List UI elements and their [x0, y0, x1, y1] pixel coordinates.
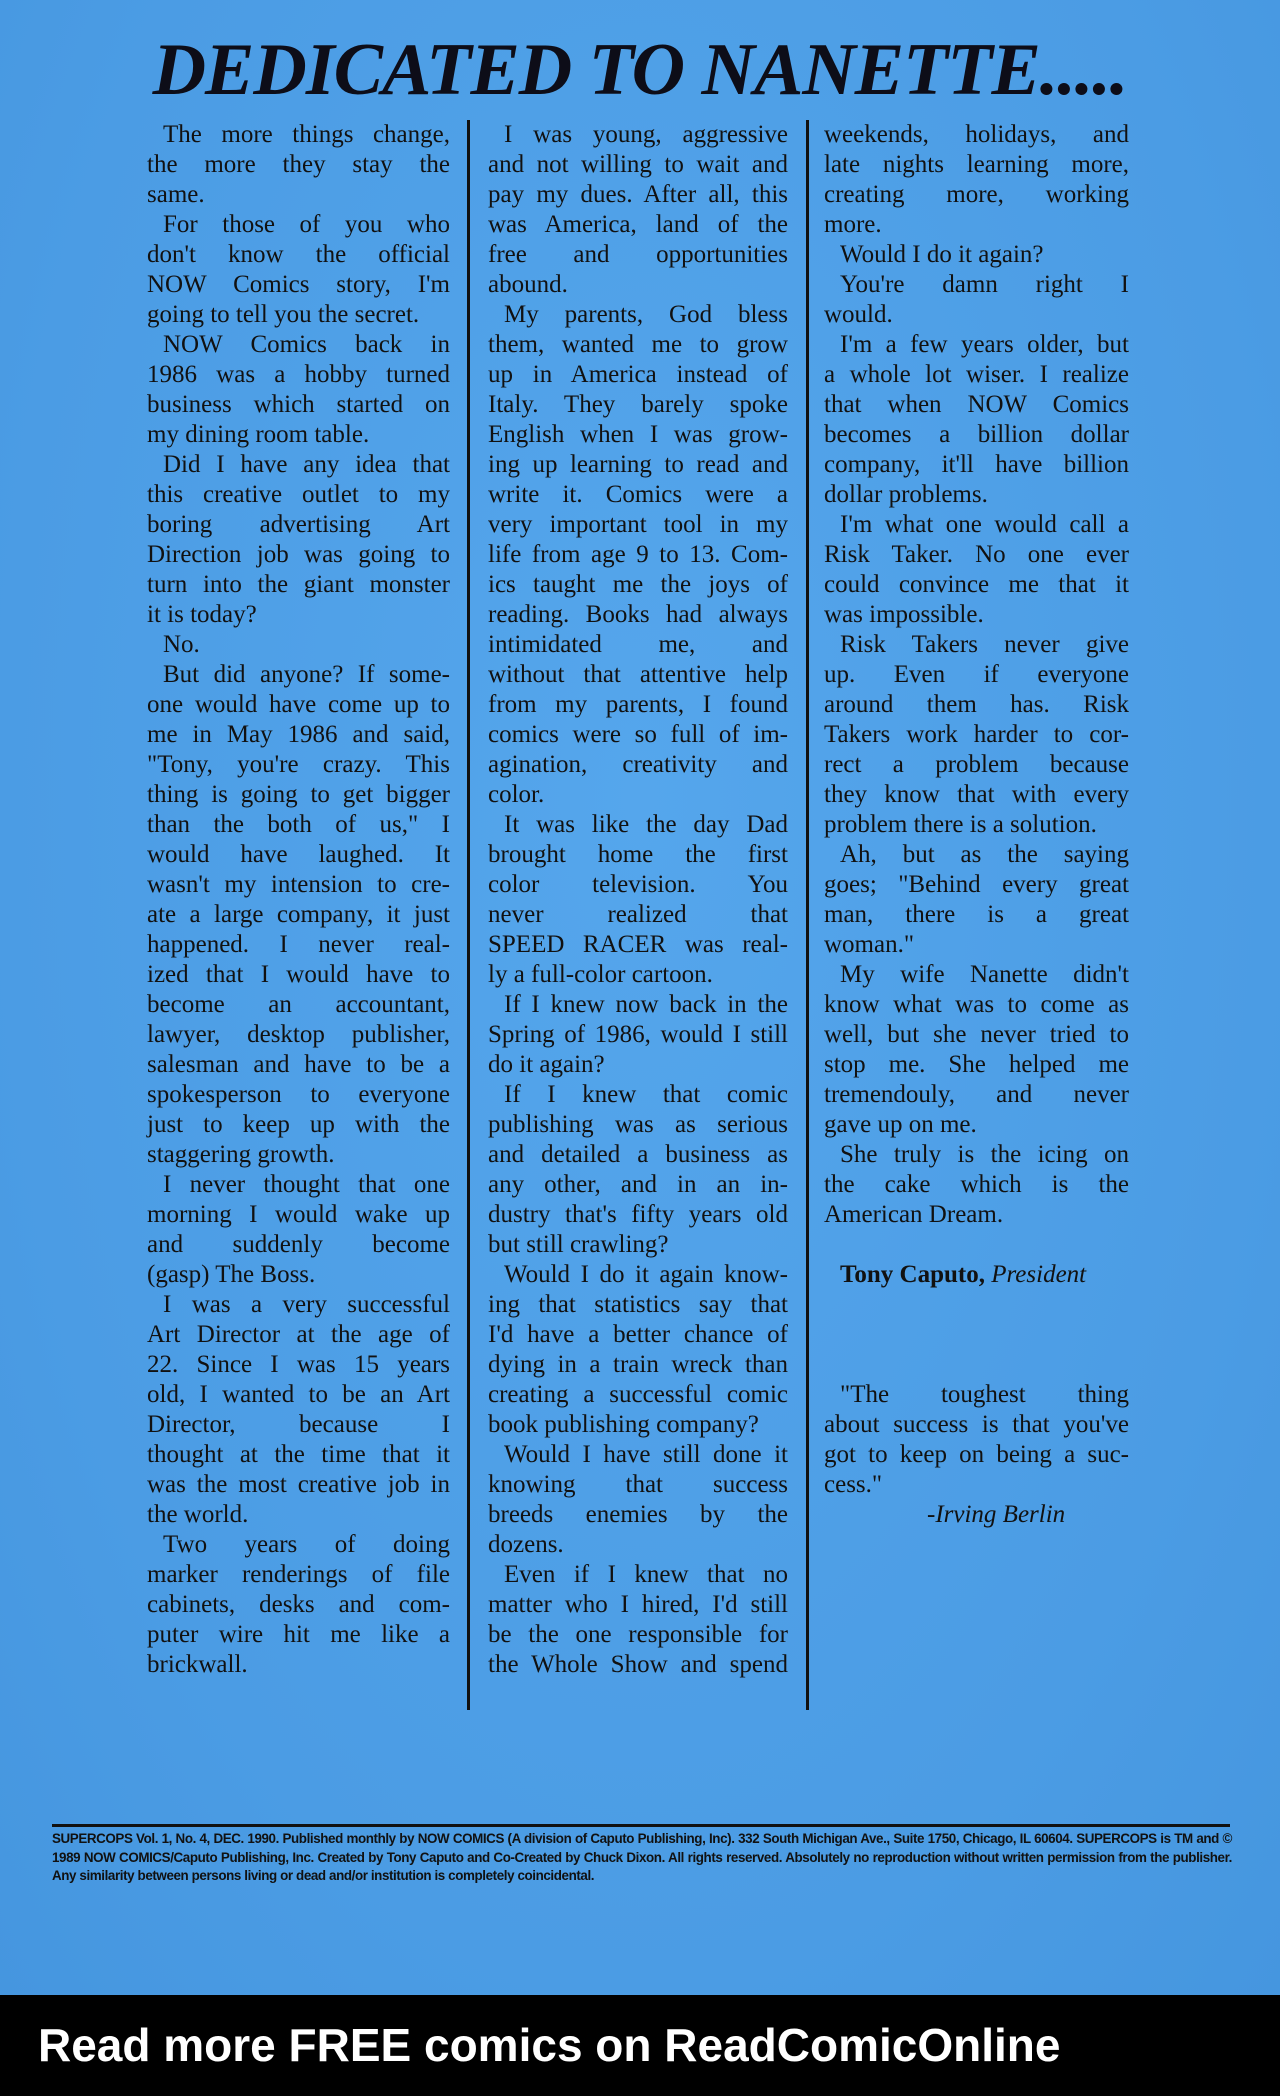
column-divider: [467, 120, 470, 1710]
text-line: comics were so full of im-: [488, 721, 788, 748]
text-line: it is today?: [147, 601, 257, 628]
text-line: tremendouly, and never: [824, 1081, 1129, 1108]
paragraph: [488, 1080, 788, 1260]
paragraph: [824, 330, 1129, 510]
text-line: this creative outlet to my: [147, 481, 450, 508]
text-line: well, but she never tried to: [824, 1021, 1129, 1048]
text-line: spokesperson to everyone: [147, 1081, 450, 1108]
paragraph: [824, 630, 1129, 840]
text-line: salesman and have to be a: [147, 1051, 450, 1078]
promo-banner[interactable]: Read more FREE comics on ReadComicOnline: [0, 1995, 1280, 2096]
text-line: 1986 was a hobby turned: [147, 361, 450, 388]
signature: [824, 1260, 1129, 1290]
text-line: Risk Taker. No one ever: [824, 541, 1129, 568]
text-line: ly a full-color cartoon.: [488, 961, 713, 988]
text-line: problem there is a solution.: [824, 811, 1097, 838]
text-line: business which started on: [147, 391, 450, 418]
text-line: late nights learning more,: [824, 151, 1129, 178]
text-line: dozens.: [488, 1531, 564, 1558]
text-line: very important tool in my: [488, 511, 788, 538]
text-line: dying in a train wreck than: [488, 1351, 788, 1378]
text-line: ics taught me the joys of: [488, 571, 788, 598]
text-line: was America, land of the: [488, 211, 788, 238]
text-line: rect a problem because: [824, 751, 1129, 778]
indicia-footer: SUPERCOPS Vol. 1, No. 4, DEC. 1990. Published monthly by NOW COMICS (A division of Caputo Publishing, Inc). 332 South Michigan Ave., Suite 1750, Chicago, IL 60604. SUPERCOPS is TM and © 1989 NOW COMICS/Caputo Publishing, Inc. Created by Tony Caputo and Co-Created by Chuck Dixon. All rights reserved. Absolutely no reproduction without written permission from the publisher. Any similarity between persons living or dead and/or institution is completely coincidental.: [52, 1831, 1232, 1883]
text-line: The more things change,: [163, 121, 450, 148]
text-line: becomes a billion dollar: [824, 421, 1129, 448]
text-column-3: [824, 120, 1129, 1530]
text-line: (gasp) The Boss.: [147, 1261, 316, 1288]
text-line: from my parents, I found: [488, 691, 788, 718]
text-line: I'm a few years older, but: [840, 331, 1129, 358]
text-column-2: [488, 120, 788, 1680]
paragraph: [824, 510, 1129, 630]
text-line: wasn't my intension to cre-: [147, 871, 450, 898]
text-line: creating more, working: [824, 181, 1129, 208]
text-line: ing that statistics say that: [488, 1291, 788, 1318]
text-line: the world.: [147, 1501, 249, 1528]
text-line: weekends, holidays, and: [824, 121, 1129, 148]
text-line: If I knew now back in the: [504, 991, 788, 1018]
text-line: was impossible.: [824, 601, 984, 628]
text-line: Would I do it again know-: [504, 1261, 788, 1288]
text-line: and suddenly become: [147, 1231, 450, 1258]
paragraph: [824, 840, 1129, 960]
text-line: and not willing to wait and: [488, 151, 788, 178]
quote-line: about success is that you've: [824, 1411, 1129, 1438]
text-line: the Whole Show and spend: [488, 1651, 788, 1678]
text-line: abound.: [488, 271, 568, 298]
text-line: cabinets, desks and com-: [147, 1591, 450, 1618]
text-line: Ah, but as the saying: [840, 841, 1129, 868]
text-line: Would I have still done it: [504, 1441, 788, 1468]
text-line: goes; "Behind every great: [824, 871, 1129, 898]
text-line: SPEED RACER was real-: [488, 931, 788, 958]
text-line: man, there is a great: [824, 901, 1129, 928]
text-line: I'm what one would call a: [840, 511, 1129, 538]
text-line: more.: [824, 211, 882, 238]
paragraph: [488, 810, 788, 990]
text-line: a whole lot wiser. I realize: [824, 361, 1129, 388]
text-line: be the one responsible for: [488, 1621, 788, 1648]
text-line: Takers work harder to cor-: [824, 721, 1129, 748]
text-column-1: [147, 120, 450, 1680]
text-line: NOW Comics story, I'm: [147, 271, 450, 298]
text-line: brickwall.: [147, 1651, 248, 1678]
text-line: If I knew that comic: [504, 1081, 788, 1108]
text-line: English when I was grow-: [488, 421, 788, 448]
text-line: than the both of us," I: [147, 811, 450, 838]
text-line: I was a very successful: [163, 1291, 450, 1318]
text-line: book publishing company?: [488, 1411, 759, 1438]
text-line: Two years of doing: [163, 1531, 450, 1558]
text-line: without that attentive help: [488, 661, 788, 688]
quote-attribution: -Irving Berlin: [927, 1501, 1066, 1528]
text-line: could convince me that it: [824, 571, 1129, 598]
text-line: going to tell you the secret.: [147, 301, 420, 328]
text-line: just to keep up with the: [147, 1111, 450, 1138]
text-line: same.: [147, 181, 205, 208]
text-line: the cake which is the: [824, 1171, 1129, 1198]
signature-name: Tony Caputo,: [840, 1261, 985, 1288]
text-line: marker renderings of file: [147, 1561, 450, 1588]
text-line: would have laughed. It: [147, 841, 450, 868]
text-line: know what was to come as: [824, 991, 1129, 1018]
text-line: Director, because I: [147, 1411, 450, 1438]
text-line: that when NOW Comics: [824, 391, 1129, 418]
text-line: ate a large company, it just: [147, 901, 450, 928]
text-line: write it. Comics were a: [488, 481, 788, 508]
text-line: Italy. They barely spoke: [488, 391, 788, 418]
text-line: one would have come up to: [147, 691, 450, 718]
text-line: boring advertising Art: [147, 511, 450, 538]
text-line: ized that I would have to: [147, 961, 450, 988]
text-line: Would I do it again?: [840, 241, 1044, 268]
text-line: Spring of 1986, would I still: [488, 1021, 788, 1048]
text-line: American Dream.: [824, 1201, 1004, 1228]
text-line: Even if I knew that no: [504, 1561, 788, 1588]
text-line: intimidated me, and: [488, 631, 788, 658]
text-line: the more they stay the: [147, 151, 450, 178]
text-line: happened. I never real-: [147, 931, 450, 958]
text-line: Art Director at the age of: [147, 1321, 450, 1348]
column-divider: [806, 120, 809, 1710]
text-line: thought at the time that it: [147, 1441, 450, 1468]
text-line: NOW Comics back in: [163, 331, 450, 358]
text-line: but still crawling?: [488, 1231, 669, 1258]
text-line: I never thought that one: [163, 1171, 450, 1198]
text-line: matter who I hired, I'd still: [488, 1591, 788, 1618]
text-line: my dining room table.: [147, 421, 370, 448]
text-line: stop me. She helped me: [824, 1051, 1129, 1078]
text-line: dustry that's fifty years old: [488, 1201, 788, 1228]
text-line: free and opportunities: [488, 241, 788, 268]
quote: [824, 1380, 1129, 1530]
paragraph: [824, 120, 1129, 240]
text-line: reading. Books had always: [488, 601, 788, 628]
text-line: woman.": [824, 931, 915, 958]
text-line: and detailed a business as: [488, 1141, 788, 1168]
text-line: Did I have any idea that: [163, 451, 450, 478]
text-line: Risk Takers never give: [840, 631, 1129, 658]
text-line: me in May 1986 and said,: [147, 721, 450, 748]
text-line: any other, and in an in-: [488, 1171, 788, 1198]
text-line: My parents, God bless: [504, 301, 788, 328]
text-line: creating a successful comic: [488, 1381, 788, 1408]
text-line: don't know the official: [147, 241, 450, 268]
text-line: I'd have a better chance of: [488, 1321, 788, 1348]
paragraph: [824, 240, 1129, 270]
paragraph: [147, 1530, 450, 1680]
text-line: up. Even if everyone: [824, 661, 1129, 688]
text-line: "Tony, you're crazy. This: [147, 751, 450, 778]
text-line: thing is going to get bigger: [147, 781, 450, 808]
quote-line: cess.": [824, 1471, 883, 1498]
text-line: pay my dues. After all, this: [488, 181, 788, 208]
text-line: breeds enemies by the: [488, 1501, 788, 1528]
paragraph: [147, 210, 450, 330]
text-line: do it again?: [488, 1051, 605, 1078]
paragraph: [488, 1260, 788, 1440]
text-line: I was young, aggressive: [504, 121, 788, 148]
paragraph: [488, 1440, 788, 1560]
text-line: color television. You: [488, 871, 788, 898]
text-line: was the most creative job in: [147, 1471, 450, 1498]
text-line: old, I wanted to be an Art: [147, 1381, 450, 1408]
text-line: lawyer, desktop publisher,: [147, 1021, 450, 1048]
text-line: You're damn right I: [840, 271, 1129, 298]
paragraph: [488, 1560, 788, 1680]
page-title: DEDICATED TO NANETTE.....: [152, 29, 1128, 111]
paragraph: [147, 660, 450, 1170]
text-line: around them has. Risk: [824, 691, 1129, 718]
text-line: life from age 9 to 13. Com-: [488, 541, 788, 568]
paragraph: [824, 1140, 1129, 1230]
text-line: agination, creativity and: [488, 751, 788, 778]
quote-line: "The toughest thing: [840, 1381, 1129, 1408]
paragraph: [488, 300, 788, 810]
text-line: color.: [488, 781, 545, 808]
paragraph: [488, 120, 788, 300]
text-line: turn into the giant monster: [147, 571, 450, 598]
quote-line: got to keep on being a suc-: [824, 1441, 1129, 1468]
text-line: She truly is the icing on: [840, 1141, 1129, 1168]
text-line: Direction job was going to: [147, 541, 450, 568]
paragraph: [147, 1290, 450, 1530]
text-line: My wife Nanette didn't: [840, 961, 1129, 988]
text-line: morning I would wake up: [147, 1201, 450, 1228]
text-line: But did anyone? If some-: [163, 661, 450, 688]
text-line: It was like the day Dad: [504, 811, 788, 838]
text-line: 22. Since I was 15 years: [147, 1351, 450, 1378]
text-line: ing up learning to read and: [488, 451, 788, 478]
paragraph: [147, 330, 450, 450]
paragraph: [824, 270, 1129, 330]
footer-divider: [52, 1824, 1230, 1827]
text-line: them, wanted me to grow: [488, 331, 788, 358]
text-line: up in America instead of: [488, 361, 788, 388]
text-line: knowing that success: [488, 1471, 788, 1498]
text-line: gave up on me.: [824, 1111, 977, 1138]
text-line: publishing was as serious: [488, 1111, 788, 1138]
paragraph: [488, 990, 788, 1080]
text-line: puter wire hit me like a: [147, 1621, 450, 1648]
text-line: dollar problems.: [824, 481, 988, 508]
paragraph: [147, 1170, 450, 1290]
text-line: become an accountant,: [147, 991, 450, 1018]
paragraph: [824, 960, 1129, 1140]
paragraph: [147, 450, 450, 630]
text-line: never realized that: [488, 901, 788, 928]
text-line: For those of you who: [163, 211, 450, 238]
paragraph: [147, 630, 450, 660]
paragraph: [147, 120, 450, 210]
text-line: No.: [163, 631, 200, 658]
signature-role: President: [991, 1261, 1087, 1288]
text-line: staggering growth.: [147, 1141, 335, 1168]
text-line: brought home the first: [488, 841, 788, 868]
text-line: company, it'll have billion: [824, 451, 1129, 478]
text-line: they know that with every: [824, 781, 1129, 808]
text-line: would.: [824, 301, 893, 328]
